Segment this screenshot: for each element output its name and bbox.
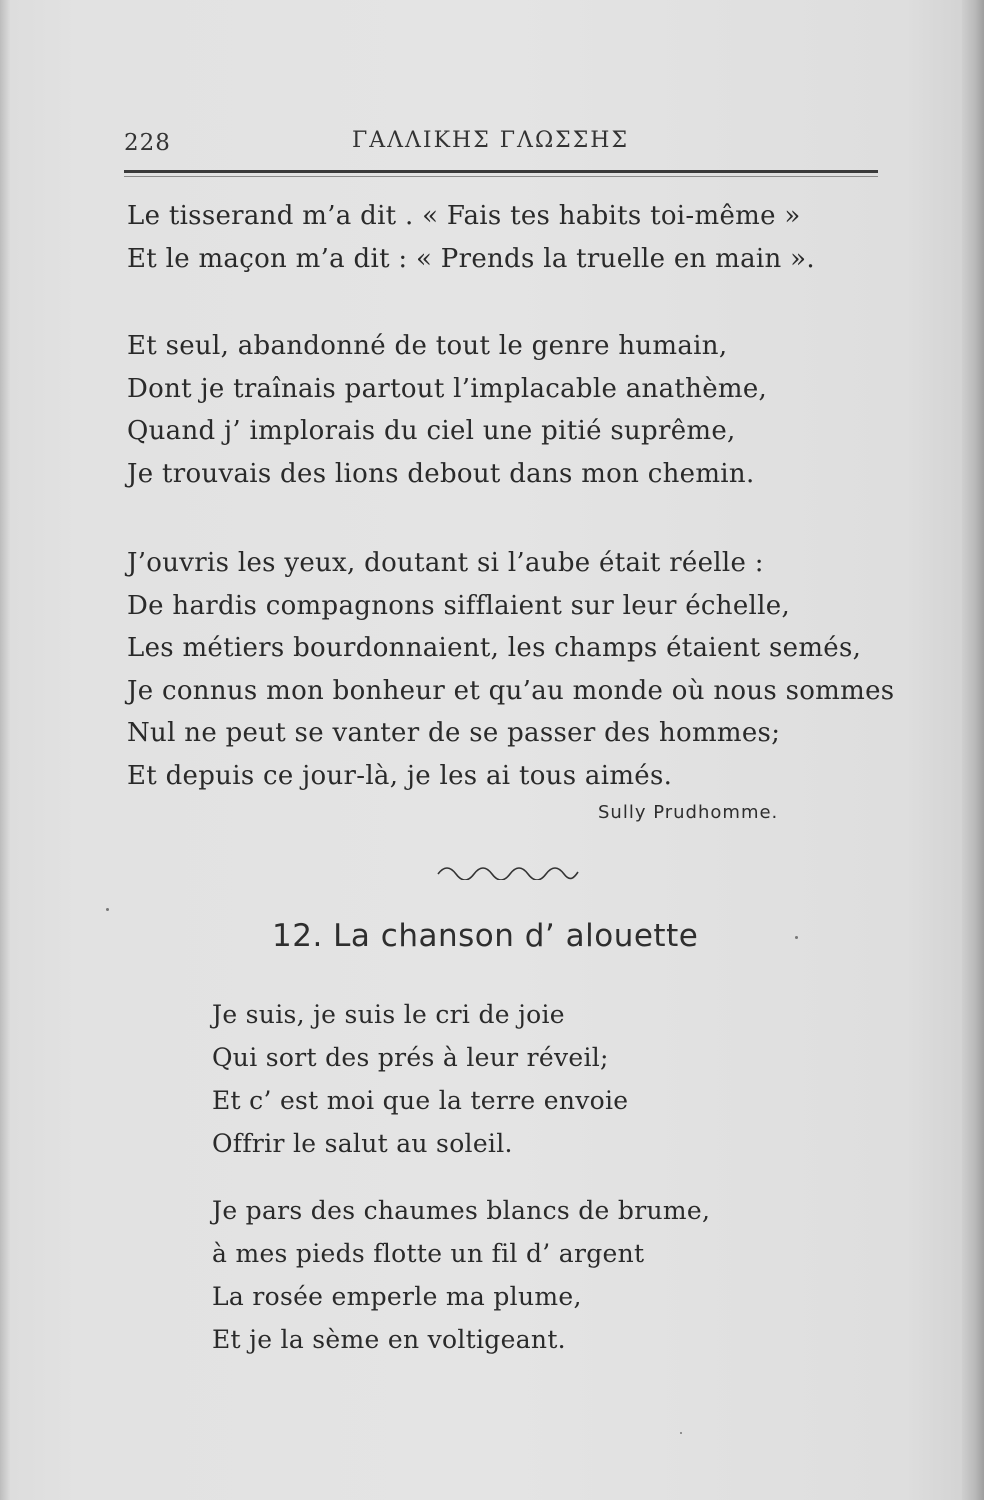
header-rule [124, 170, 878, 173]
verse-line: à mes pieds flotte un fil d’ argent [212, 1239, 645, 1268]
section-title: 12. La chanson d’ alouette [272, 918, 699, 954]
verse-line: Qui sort des prés à leur réveil; [212, 1043, 609, 1072]
verse-line: Je suis, je suis le cri de joie [212, 1000, 565, 1029]
verse-line: De hardis compagnons sifflaient sur leur échelle, [127, 590, 791, 621]
page-left-edge [0, 0, 10, 1500]
poem1-stanza-2 [127, 325, 767, 495]
verse-line: Et le maçon m’a dit : « Prends la truelle en main ». [127, 243, 815, 274]
page-number: 228 [124, 130, 171, 156]
verse-line: J’ouvris les yeux, doutant si l’aube était réelle : [127, 548, 764, 578]
verse-line: Dont je traînais partout l’implacable anathème, [127, 373, 768, 404]
verse-line: La rosée emperle ma plume, [212, 1282, 582, 1311]
poem2-stanza-1 [212, 993, 628, 1165]
verse-line: Offrir le salut au soleil. [212, 1129, 513, 1158]
verse-line: Le tisserand m’a dit . « Fais tes habits toi-même » [127, 201, 801, 231]
poem1-stanza-3 [127, 542, 894, 798]
verse-line: Nul ne peut se vanter de se passer des hommes; [127, 718, 781, 749]
verse-line: Et depuis ce jour-là, je les ai tous aimés. [127, 760, 673, 791]
running-head: ΓΑΛΛΙΚΗΣ ΓΛΩΣΣΗΣ [352, 128, 630, 153]
header-rule-thin [124, 176, 878, 177]
poem2-stanza-2 [212, 1189, 710, 1361]
paper-speck [680, 1432, 682, 1434]
verse-line: Je pars des chaumes blancs de brume, [212, 1196, 711, 1225]
verse-line: Et seul, abandonné de tout le genre humain, [127, 331, 728, 361]
verse-line: Les métiers bourdonnaient, les champs étaient semés, [127, 633, 862, 664]
page-right-edge [962, 0, 984, 1500]
verse-line: Et je la sème en voltigeant. [212, 1325, 566, 1354]
paper-speck [795, 936, 798, 939]
verse-line: Et c’ est moi que la terre envoie [212, 1086, 629, 1115]
verse-line: Quand j’ implorais du ciel une pitié suprême, [127, 416, 736, 446]
paper-speck [106, 908, 109, 911]
verse-line: Je connus mon bonheur et qu’au monde où nous sommes [127, 675, 895, 706]
poem-author: Sully Prudhomme. [598, 802, 779, 823]
section-divider-ornament [436, 862, 580, 880]
poem1-stanza-1 [127, 195, 815, 280]
verse-line: Je trouvais des lions debout dans mon chemin. [127, 458, 755, 489]
